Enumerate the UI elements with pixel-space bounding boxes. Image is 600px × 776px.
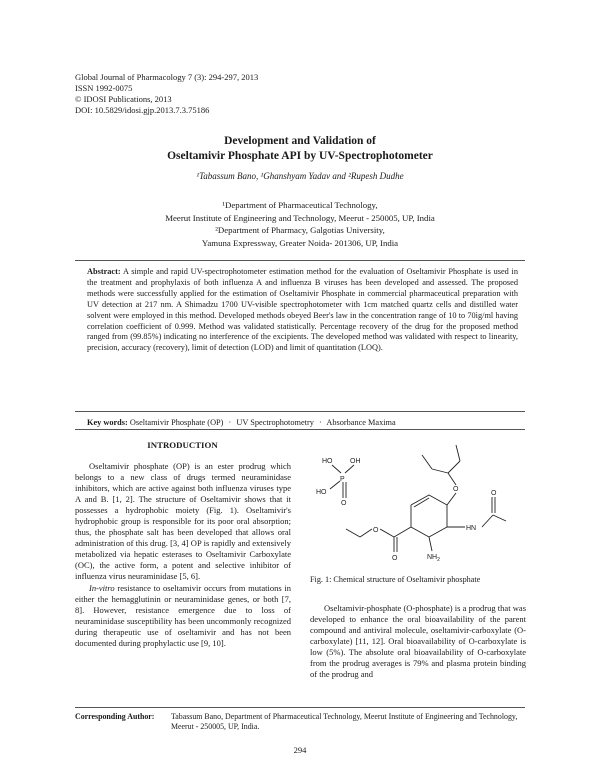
author-list: ¹Tabassum Bano, ¹Ghanshyam Yadav and ²Rupesh Dudhe: [196, 171, 404, 181]
divider-top: [75, 260, 525, 261]
label-ester-oxygen: O: [373, 527, 379, 534]
paper-title: [75, 134, 525, 164]
keyword-item: Oseltamivir Phosphate (OP): [129, 418, 224, 427]
keywords: [87, 418, 518, 427]
keywords-label: Key words:: [87, 418, 128, 427]
affiliation-line: ¹Department of Pharmaceutical Technology,: [222, 200, 378, 210]
figure-1: [310, 441, 526, 571]
intro-paragraph-2: [75, 583, 291, 649]
right-column: [310, 603, 526, 680]
abstract-label: Abstract:: [87, 267, 121, 276]
label-oxygen: O: [341, 500, 347, 507]
affiliation-line: Meerut Institute of Engineering and Technology, Meerut - 250005, UP, India: [165, 212, 435, 223]
corresponding-author-text: Tabassum Bano, Department of Pharmaceutical Technology, Meerut Institute of Engineering and Technology, Meerut - 250005, UP, India.: [171, 712, 518, 732]
keyword-separator: ·: [228, 418, 232, 427]
title-line-1: Development and Validation of: [224, 135, 376, 147]
keyword-item: Absorbance Maxima: [326, 418, 396, 427]
corresponding-author-label: Corresponding Author:: [75, 712, 155, 721]
intro-paragraph-3: Oseltamivir-phosphate (O-phosphate) is a prodrug that was developed to enhance the oral bioavailability of the parent compound and antiviral molecule, oseltamivir-carboxylate (O-carboxylate) [11, 12]. Oral bioavailability of O-carboxylate is low (5%). The absolute oral bioavailability of O-carboxylate from the prodrug averages is 79% and plasma protein binding of the prodrug and: [310, 603, 526, 680]
journal-info: [75, 72, 258, 116]
intro-paragraph-2-text: resistance to oseltamivir occurs from mutations in either the hemagglutinin or neuraminidase genes, or both [7, 8]. However, resistance emergence due to loss of neuraminidase susceptibility has been uncommonly recognized during therapeutic use of oseltamivir and has not been documented during prophylactic use [9, 10].: [75, 582, 291, 648]
label-ether-oxygen: O: [453, 486, 459, 493]
amine-nh: NH: [427, 554, 438, 561]
divider-bottom: [75, 429, 525, 430]
page-number: 294: [293, 745, 307, 755]
journal-copyright: © IDOSI Publications, 2013: [75, 94, 172, 104]
affiliation-line: ²Department of Pharmacy, Galgotias University,: [215, 225, 385, 236]
amine-subscript: 2: [437, 557, 440, 563]
section-heading-introduction: INTRODUCTION: [147, 440, 218, 450]
affiliations: [75, 199, 525, 249]
italic-term: In-vitro: [89, 582, 115, 593]
intro-paragraph-1: Oseltamivir phosphate (OP) is an ester prodrug which belongs to a new class of drugs termed neuraminidase inhibitors, which are active against both influenza viruses type A and B. [1, 2]. The structure of Oseltamivir shows that it possesses a hydrophobic moiety (Fig. 1). Oseltamivir's hydrophobic group is responsible for its poor oral absorption; thus, the phosphate salt has been developed that allows oral administration of this drug. [3, 4] OP is rapidly and extensively metabolized via hepatic esterases to Oseltamivir Carboxylate (OC), the active form, a potent and selective inhibitor of influenza virus neuraminidase [5, 6].: [75, 461, 291, 582]
title-line-2: Oseltamivir Phosphate API by UV-Spectrophotometer: [167, 150, 433, 162]
chemical-structure-diagram: [310, 441, 526, 571]
label-phosphorus: P: [340, 476, 345, 483]
keyword-separator: ·: [318, 418, 322, 427]
keyword-item: UV Spectrophotometry: [236, 418, 314, 427]
left-column: [75, 461, 291, 649]
footer-divider: [75, 707, 525, 708]
label-ho: HO: [322, 458, 333, 465]
divider-middle: [75, 411, 525, 412]
label-amine: [427, 554, 440, 563]
abstract: [87, 267, 518, 354]
label-amide-oxygen: O: [491, 490, 497, 497]
abstract-text: A simple and rapid UV-spectrophotometer estimation method for the evaluation of Oseltamivir Phosphate is used in the treatment and prophylaxis of both influenza A and influenza B viruses has been developed and assessed. The proposed methods were successfully applied for the estimation of Oseltamivir Phosphate in commercial pharmaceutical preparation with UV detection at 217 nm. A Shimadzu 1700 UV-visible spectrophotometer with 1cm matched quartz cells and distilled water solvent were employed in this method. Developed methods obeyed Beer's law in the concentration range of 10 to 70ìg/ml having correlation coefficient of 0.999. Method was validated statistically. Percentage recovery of the drug for the proposed method ranged from (99.85%) indicating no interference of the excipients. The developed method was validated with respect to linearity, precision, accuracy (recovery), limit of detection (LOD) and limit of quantitation (LOQ).: [87, 267, 518, 353]
figure-caption: Fig. 1: Chemical structure of Oseltamivir phosphate: [310, 575, 481, 584]
label-carbonyl-oxygen: O: [392, 555, 398, 562]
journal-doi: DOI: 10.5829/idosi.gjp.2013.7.3.75186: [75, 105, 210, 115]
label-oh: OH: [350, 458, 361, 465]
journal-issn: ISSN 1992-0075: [75, 83, 133, 93]
label-amide-nh: HN: [466, 525, 477, 532]
journal-citation: Global Journal of Pharmacology 7 (3): 294-297, 2013: [75, 72, 259, 82]
label-ho: HO: [316, 489, 327, 496]
affiliation-line: Yamuna Expressway, Greater Noida- 201306, UP, India: [201, 237, 399, 248]
